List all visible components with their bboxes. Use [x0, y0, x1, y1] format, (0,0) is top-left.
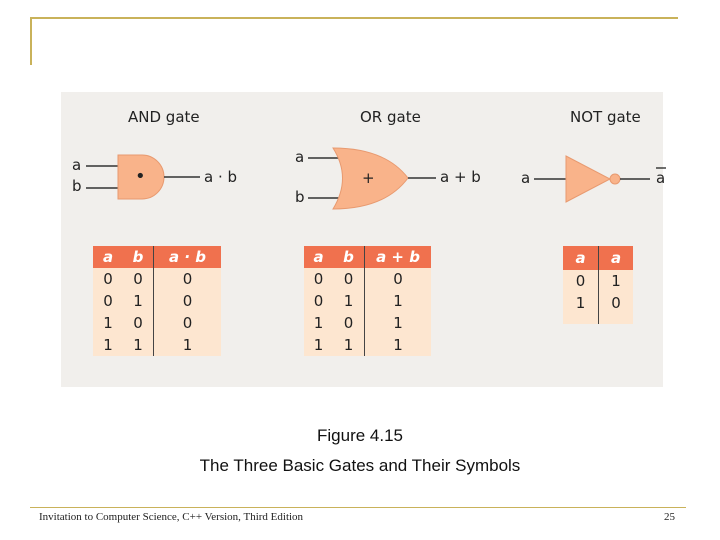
and-gate-title: AND gate	[128, 108, 200, 126]
not-input-a: a	[521, 169, 531, 187]
bottom-rule	[30, 507, 686, 508]
table-row	[563, 270, 633, 292]
table-cell: 1	[182, 336, 193, 354]
or-input-b: b	[295, 188, 305, 206]
table-row	[304, 290, 431, 312]
table-cell: 1	[333, 290, 365, 312]
table-cell: 0	[563, 270, 599, 292]
or-input-a: a	[295, 148, 305, 166]
table-cell: 0	[313, 270, 324, 288]
not-gate-symbol	[534, 156, 650, 202]
table-header-cell: b	[333, 246, 365, 268]
table-header-cell: a · b	[154, 246, 222, 268]
table-cell: 1	[123, 290, 154, 312]
table-cell: 0	[333, 312, 365, 334]
table-cell: 0	[333, 268, 365, 290]
table-row	[304, 312, 431, 334]
table-cell: 1	[103, 314, 113, 332]
table-cell: 1	[313, 314, 324, 332]
table-cell: 1	[563, 292, 599, 314]
or-output-label: a + b	[440, 168, 481, 186]
table-cell: 1	[393, 314, 403, 332]
table-cell: 0	[103, 292, 113, 310]
and-input-b: b	[72, 177, 82, 195]
table-header-cell: a	[563, 246, 599, 270]
table-cell: 0	[182, 270, 193, 288]
table-row	[93, 334, 221, 356]
table-row	[304, 268, 431, 290]
table-cell: 1	[313, 336, 324, 354]
footer-book-title: Invitation to Computer Science, C++ Version, Third Edition	[39, 511, 304, 523]
table-header-cell: b	[123, 246, 154, 268]
and-output-label: a · b	[204, 168, 238, 186]
table-cell: 0	[123, 268, 154, 290]
not-truth-table	[563, 246, 633, 324]
and-dot-symbol: •	[135, 166, 146, 187]
table-cell: 0	[611, 294, 621, 312]
table-header-cell: a + b	[365, 246, 432, 268]
footer-page-number: 25	[664, 511, 675, 523]
table-cell: 1	[123, 334, 154, 356]
table-cell: 0	[103, 270, 113, 288]
table-cell: 1	[393, 336, 403, 354]
table-cell: 0	[313, 292, 324, 310]
table-cell: 1	[103, 336, 113, 354]
table-row	[563, 292, 633, 314]
or-gate-title: OR gate	[360, 108, 421, 126]
table-cell: 0	[182, 314, 193, 332]
table-cell: 1	[393, 292, 403, 310]
table-row	[93, 268, 221, 290]
not-output-label: a	[656, 169, 666, 187]
figure-caption-number: Figure 4.15	[317, 426, 403, 445]
table-row	[93, 312, 221, 334]
or-plus-symbol: +	[362, 169, 375, 187]
table-cell: 0	[123, 312, 154, 334]
table-row	[93, 290, 221, 312]
table-spacer-cell	[563, 314, 599, 324]
and-truth-table	[93, 246, 221, 356]
table-spacer-cell	[599, 314, 634, 324]
table-cell: 1	[611, 272, 621, 290]
figure-caption-title: The Three Basic Gates and Their Symbols	[199, 456, 521, 475]
table-row	[304, 334, 431, 356]
table-cell: 0	[182, 292, 193, 310]
table-cell: 0	[393, 270, 403, 288]
or-truth-table	[304, 246, 431, 356]
table-header-cell: a	[304, 246, 333, 268]
not-gate-title: NOT gate	[570, 108, 641, 126]
table-cell: 1	[333, 334, 365, 356]
and-input-a: a	[72, 156, 82, 174]
table-header-cell: a	[599, 246, 634, 270]
table-header-cell: a	[93, 246, 123, 268]
